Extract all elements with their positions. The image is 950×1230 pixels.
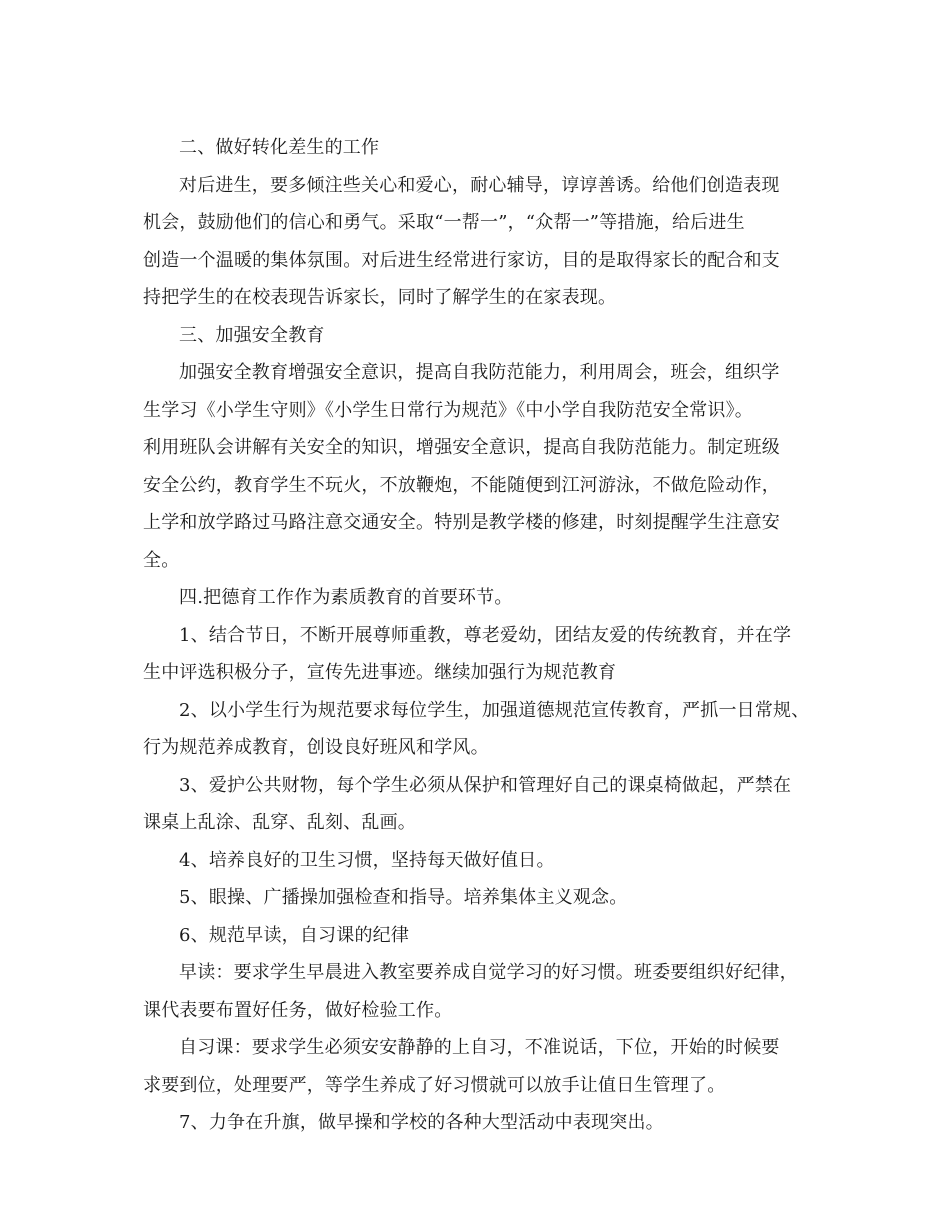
text-line: 对后进生，要多倾注些关心和爱心，耐心辅导，谆谆善诱。给他们创造表现: [179, 174, 780, 196]
text-line: 行为规范养成教育，创设良好班风和学风。: [143, 737, 489, 758]
text-line: 6、规范早读，自习课的纪律: [179, 924, 410, 946]
text-line: 4、培养良好的卫生习惯，坚持每天做好值日。: [179, 849, 555, 871]
text-line: 生中评选积极分子，宣传先进事迹。继续加强行为规范教育: [143, 662, 617, 683]
text-line: 全。: [143, 549, 180, 571]
document-body: [143, 129, 823, 1142]
text-line: 课代表要布置好任务，做好检验工作。: [143, 999, 453, 1021]
text-line: 二、做好转化差生的工作: [179, 137, 380, 158]
text-line: 四.把德育工作作为素质教育的首要环节。: [179, 587, 513, 608]
text-line: 三、加强安全教育: [179, 324, 325, 346]
text-line: 加强安全教育增强安全意识，提高自我防范能力，利用周会，班会，组织学: [179, 362, 780, 383]
text-line: 5、眼操、广播操加强检查和指导。培养集体主义观念。: [179, 887, 628, 908]
text-line: 机会，鼓励他们的信心和勇气。采取“一帮一”，“众帮一”等措施，给后进生: [143, 212, 745, 233]
text-line: 3、爱护公共财物，每个学生必须从保护和管理好自己的课桌椅做起，严禁在: [179, 774, 792, 796]
text-line: 求要到位，处理要严，等学生养成了好习惯就可以放手让值日生管理了。: [143, 1074, 726, 1096]
text-line: 1、结合节日，不断开展尊师重教，尊老爱幼，团结友爱的传统教育，并在学: [179, 624, 792, 646]
text-line: 创造一个温暖的集体氛围。对后进生经常进行家访，目的是取得家长的配合和支: [143, 249, 780, 271]
text-line: 自习课：要求学生必须安安静静的上自习，不准说话，下位，开始的时候要: [179, 1037, 780, 1058]
text-line: 7、力争在升旗，做早操和学校的各种大型活动中表现突出。: [179, 1112, 664, 1133]
text-line: 安全公约，教育学生不玩火，不放鞭炮，不能随便到江河游泳，不做危险动作，: [143, 474, 780, 496]
text-line: 早读：要求学生早晨进入教室要养成自觉学习的好习惯。班委要组织好纪律，: [179, 962, 798, 983]
text-line: 2、以小学生行为规范要求每位学生，加强道德规范宣传教育，严抓一日常规、: [179, 699, 810, 721]
text-line: 生学习《小学生守则》《小学生日常行为规范》《中小学自我防范安全常识》。: [143, 399, 753, 421]
text-line: 上学和放学路过马路注意交通安全。特别是教学楼的修建，时刻提醒学生注意安: [143, 512, 780, 533]
text-line: 持把学生的在校表现告诉家长，同时了解学生的在家表现。: [143, 287, 617, 308]
text-line: 利用班队会讲解有关安全的知识，增强安全意识，提高自我防范能力。制定班级: [143, 437, 780, 458]
text-line: 课桌上乱涂、乱穿、乱刻、乱画。: [143, 812, 416, 833]
